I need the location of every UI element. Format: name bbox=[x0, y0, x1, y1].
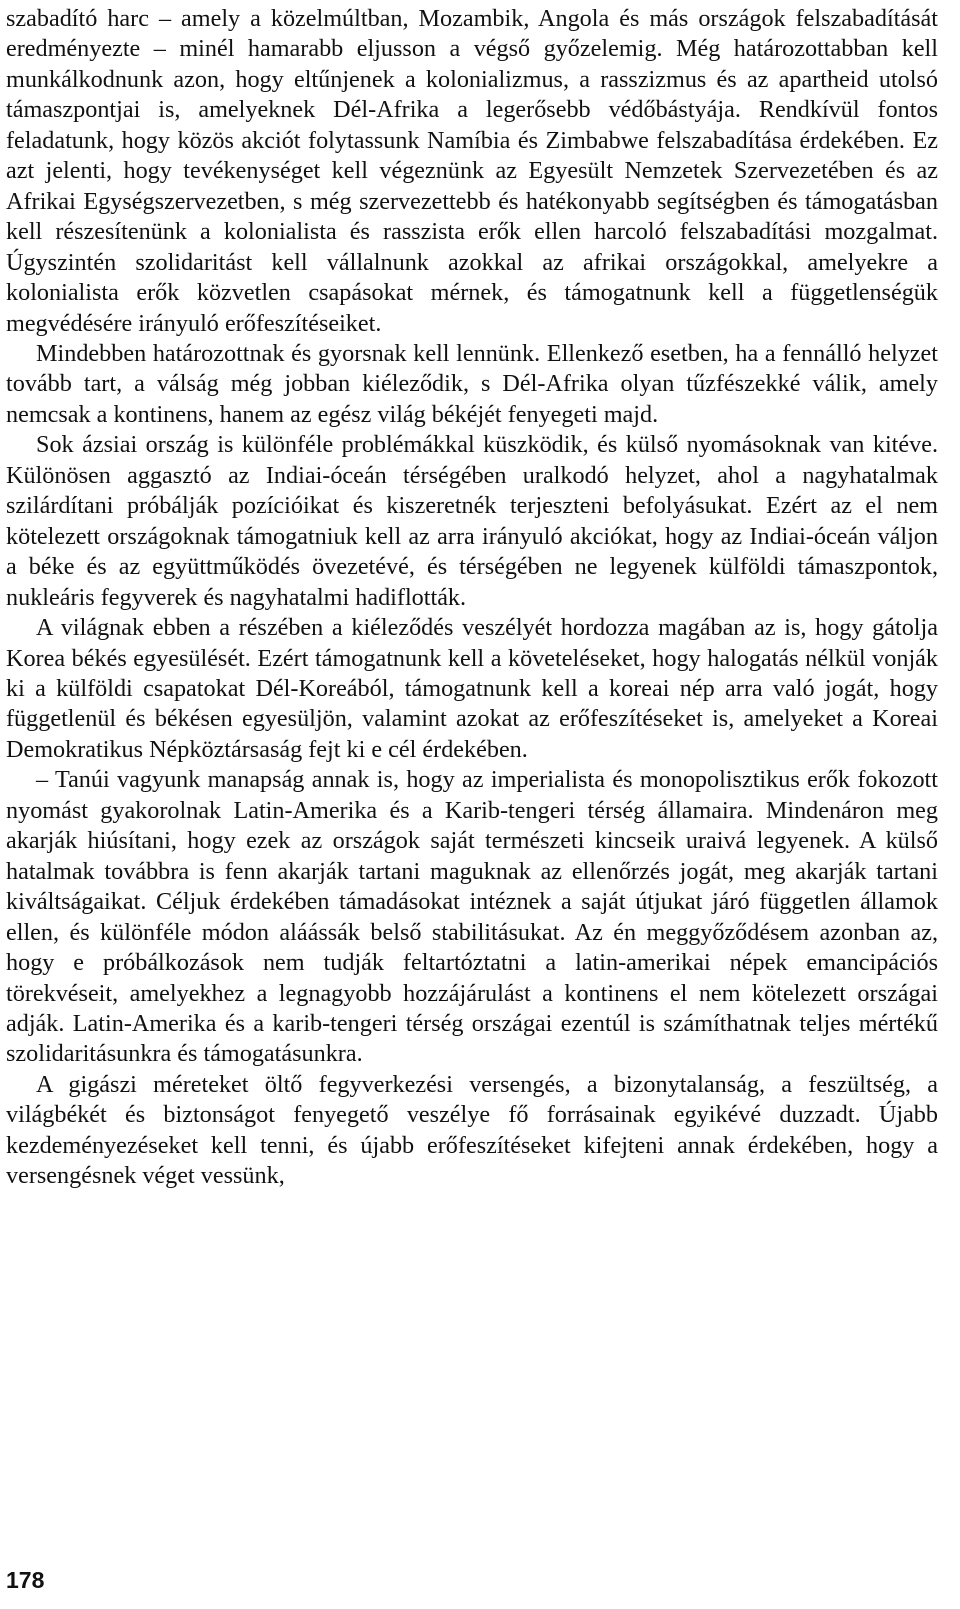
paragraph-asia: Sok ázsiai ország is különféle problémákkal küszködik, és külső nyomásoknak van kitéve. Különösen aggasztó az Indiai-óceán térségében uralkodó helyzet, ahol a nagyhatalmak szilárdítani próbálják pozícióikat és kiszeretnék terjeszteni befolyásukat. Ezért az el nem kötelezett országoknak támogatniuk kell az arra irányuló akciókat, hogy az Indiai-óceán váljon a béke és az együttműködés övezetévé, és térségében ne legyenek külföldi támaszpontok, nukleáris fegyverek és nagyhatalmi hadiflották. bbox=[6, 431, 938, 611]
paragraph-korea: A világnak ebben a részében a kiéleződés veszélyét hordozza magában az is, hogy gátolja Korea békés egyesülését. Ezért támogatnunk kell a követeléseket, hogy halogatás nélkül vonják ki a külföldi csapatokat Dél-Koreából, támogatnunk kell a koreai nép arra való jogát, hogy függetlenül és békésen egyesüljön, valamint azokat az erőfeszítéseket is, amelyeket a Koreai Demokratikus Népköztársaság fejt ki e cél érdekében. bbox=[6, 614, 938, 763]
paragraph-south-africa: Mindebben határozottnak és gyorsnak kell lennünk. Ellenkező esetben, ha a fennálló helyzet tovább tart, a válság még jobban kiéleződik, s Dél-Afrika olyan tűzfészekké válik, amely nemcsak a kontinens, hanem az egész világ békéjét fenyegeti majd. bbox=[6, 339, 938, 428]
paragraph-continuation: szabadító harc – amely a közelmúltban, Mozambik, Angola és más országok felszabadítását eredményezte – minél hamarabb eljusson a végső győzelemig. Még határozottabban kell munkálkodnunk azon, hogy eltűnjenek a kolonializmus, a rasszizmus és az apartheid utolsó támaszpontjai is, amelyeknek Dél-Afrika a legerősebb védőbástyája. Rendkívül fontos feladatunk, hogy közös akciót folytassunk Namíbia és Zimbabwe felszabadítása érdekében. Ez azt jelenti, hogy tevékenységet kell végeznünk az Egyesült Nemzetek Szervezetében és az Afrikai Egységszervezetben, s még szervezettebb és hatékonyabb segítségben és támogatásban kell részesítenünk a kolonialista és rasszista erők ellen harcoló felszabadítási mozgalmat. Úgyszintén szolidaritást kell vállalnunk azokkal az afrikai országokkal, amelyekre a kolonialista erők közvetlen csapásokat mérnek, és támogatnunk kell a függetlenségük megvédésére irányuló erőfeszítéseiket. bbox=[6, 5, 938, 337]
page-number: 178 bbox=[6, 1567, 45, 1593]
body-text bbox=[6, 4, 938, 1192]
paragraph-latin-america: – Tanúi vagyunk manapság annak is, hogy az imperialista és monopolisztikus erők fokozott nyomást gyakorolnak Latin-Amerika és a Karib-tengeri térség államaira. Mindenáron meg akarják hiúsítani, hogy ezek az országok saját természeti kincseik uraivá legyenek. A külső hatalmak továbbra is fenn akarják tartani maguknak az ellenőrzés jogát, meg akarják tartani kiváltságaikat. Céljuk érdekében támadásokat intéznek a saját útjukat járó független államok ellen, és különféle módon aláássák belső stabilitásukat. Az én meggyőződésem azonban az, hogy e próbálkozások nem tudják feltartóztatni a latin-amerikai népek emancipációs törekvéseit, amelyekhez a legnagyobb hozzájárulást a kontinens el nem kötelezett országai adják. Latin-Amerika és a karib-tengeri térség országai ezentúl is számíthatnak teljes mértékű szolidaritásunkra és támogatásunkra. bbox=[6, 766, 938, 1068]
paragraph-arms-race: A gigászi méreteket öltő fegyverkezési versengés, a bizonytalanság, a feszültség, a világbékét és biztonságot fenyegető veszélye fő forrásainak egyikévé duzzadt. Újabb kezdeményezéseket kell tenni, és újabb erőfeszítéseket kifejteni annak érdekében, hogy a versengésnek véget vessünk, bbox=[6, 1070, 938, 1190]
